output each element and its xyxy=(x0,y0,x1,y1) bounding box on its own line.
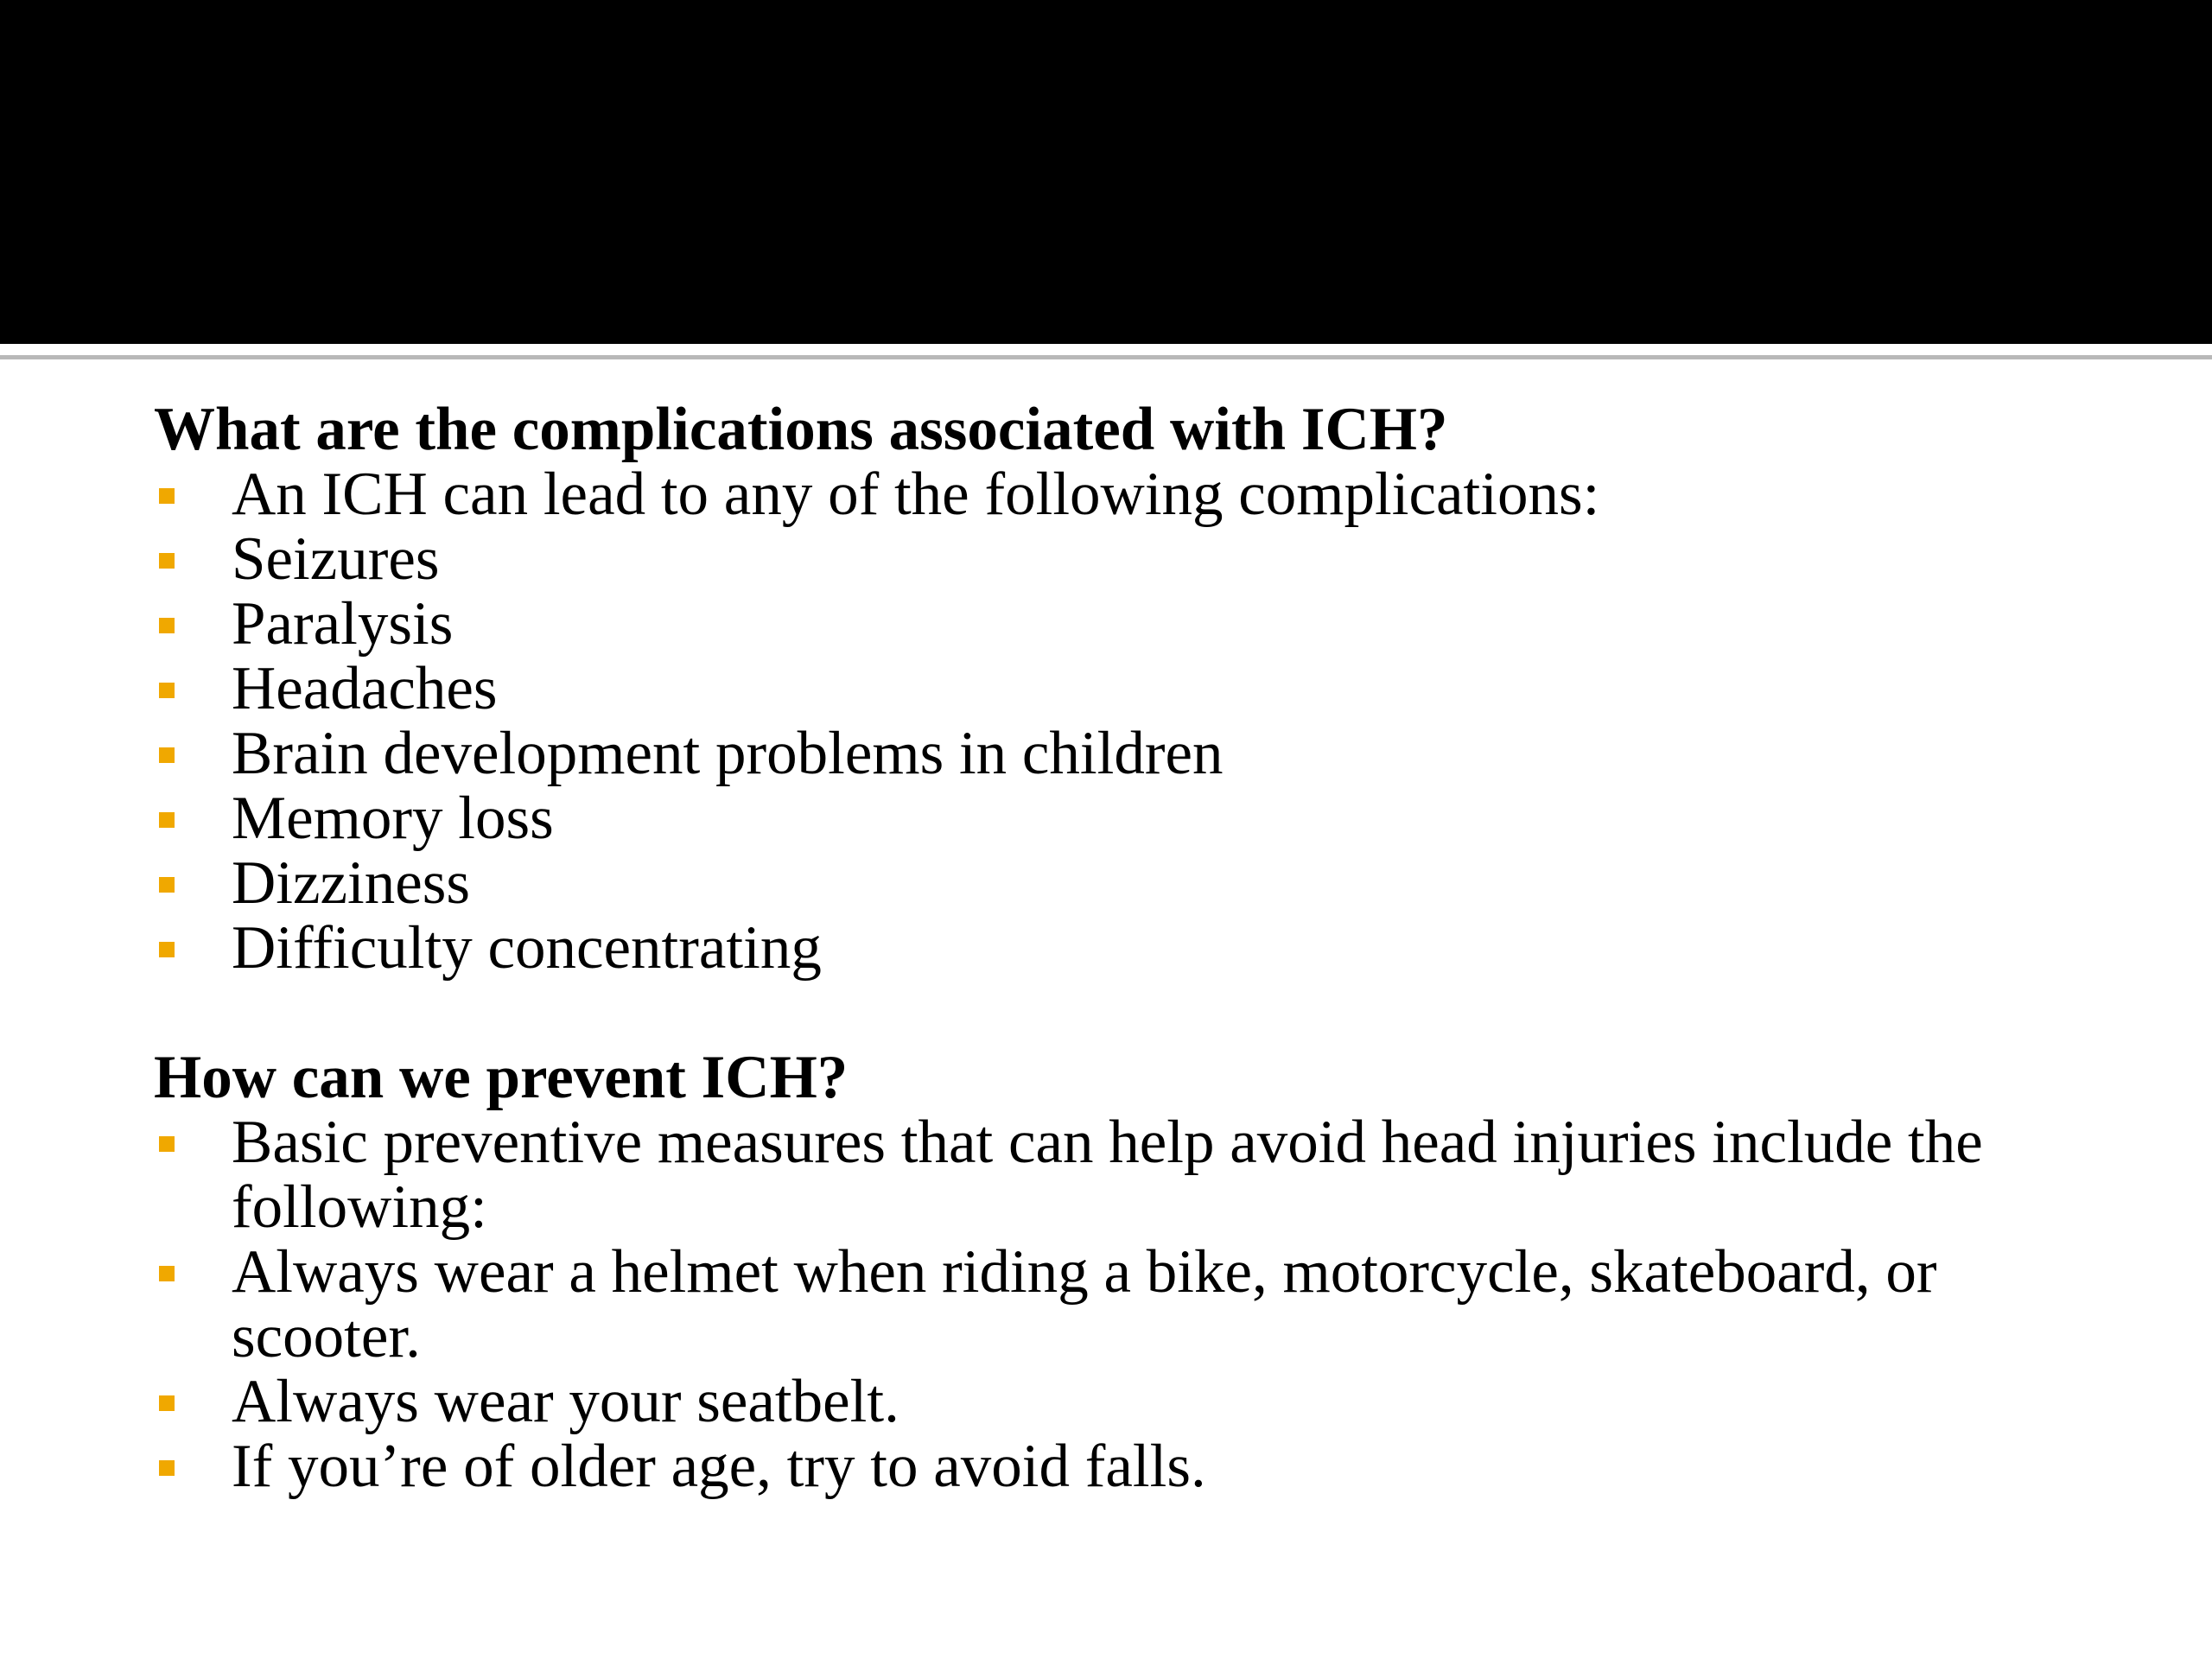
list-item-text: Brain development problems in children xyxy=(232,720,1224,787)
list-item-text: Paralysis xyxy=(232,590,454,658)
list-item xyxy=(154,657,2141,721)
square-bullet-icon xyxy=(159,618,175,633)
divider-rule xyxy=(0,355,2212,359)
list-item xyxy=(154,592,2141,657)
square-bullet-icon xyxy=(159,747,175,763)
list-item xyxy=(154,462,2141,527)
list-item xyxy=(154,1240,2141,1370)
prevention-list xyxy=(154,1110,2141,1499)
slide-body xyxy=(154,397,2141,1499)
title-band xyxy=(0,0,2212,344)
square-bullet-icon xyxy=(159,1395,175,1411)
square-bullet-icon xyxy=(159,877,175,893)
list-item-text: Always wear a helmet when riding a bike, motorcycle, skateboard, or scooter. xyxy=(232,1238,1937,1370)
square-bullet-icon xyxy=(159,1136,175,1152)
list-item-text: Seizures xyxy=(232,525,440,593)
list-item xyxy=(154,916,2141,981)
square-bullet-icon xyxy=(159,942,175,957)
list-item xyxy=(154,1370,2141,1434)
list-item-text: Difficulty concentrating xyxy=(232,914,822,982)
square-bullet-icon xyxy=(159,1266,175,1281)
list-item xyxy=(154,786,2141,851)
list-item-text: Memory loss xyxy=(232,785,554,852)
prevention-heading: How can we prevent ICH? xyxy=(154,1044,849,1111)
list-item xyxy=(154,527,2141,592)
list-item xyxy=(154,1434,2141,1499)
square-bullet-icon xyxy=(159,812,175,828)
list-item xyxy=(154,1110,2141,1240)
square-bullet-icon xyxy=(159,1460,175,1476)
complications-heading: What are the complications associated with ICH? xyxy=(154,396,1448,463)
complications-list xyxy=(154,462,2141,981)
list-item-text: Always wear your seatbelt. xyxy=(232,1368,899,1435)
list-item-text: If you’re of older age, try to avoid falls. xyxy=(232,1433,1206,1500)
list-item-text: An ICH can lead to any of the following complications: xyxy=(232,461,1600,528)
list-item-text: Dizziness xyxy=(232,849,471,917)
square-bullet-icon xyxy=(159,488,175,504)
list-item-text: Basic preventive measures that can help avoid head injuries include the following: xyxy=(232,1109,1983,1241)
square-bullet-icon xyxy=(159,553,175,569)
list-item xyxy=(154,721,2141,786)
section-spacer xyxy=(154,981,2141,1046)
list-item xyxy=(154,851,2141,916)
list-item-text: Headaches xyxy=(232,655,498,722)
square-bullet-icon xyxy=(159,683,175,698)
